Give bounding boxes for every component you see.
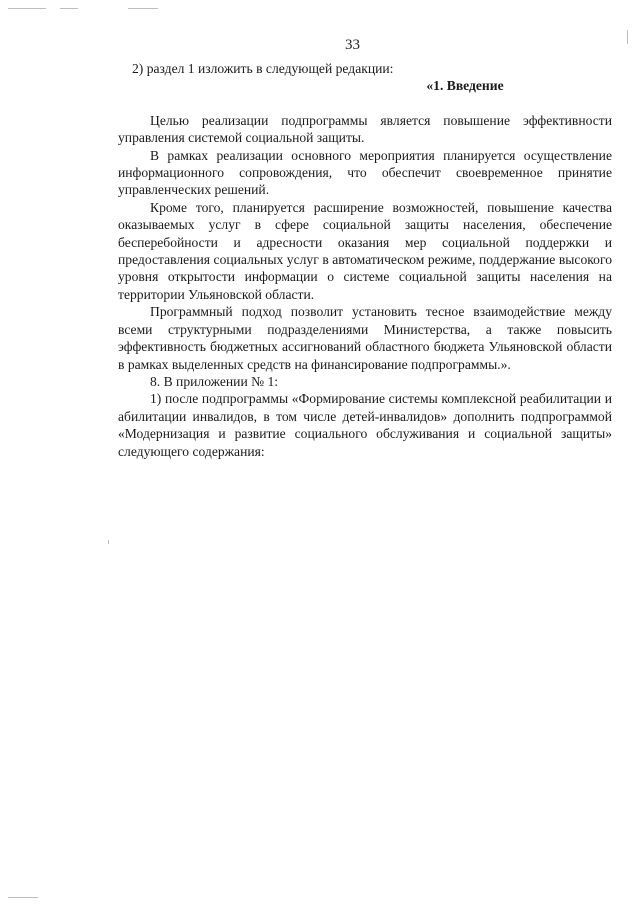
scan-speck	[8, 8, 46, 9]
paragraph-program-approach: Программный подход позволит установить тесное взаимодействие между всеми структурными подразделениями Министерства, а также повысить эффективность бюджетных ассигнований областного бюджета Ульяновской области в рамках выделенных средств на финансирование подпрограммы.».	[118, 304, 612, 372]
paragraph-amendment: 1) после подпрограммы «Формирование системы комплексной реабилитации и абилитации инвалидов, в том числе детей-инвалидов» дополнить подпрограммой «Модернизация и развитие социального обслуживания и социальной защиты» следующего содержания:	[118, 391, 612, 459]
scan-speck	[128, 8, 158, 9]
intro-line: 2) раздел 1 изложить в следующей редакции:	[132, 61, 394, 76]
scan-speck	[108, 540, 109, 544]
section-heading: «1. Введение	[426, 78, 504, 94]
document-body	[118, 60, 612, 460]
paragraph-expansion: Кроме того, планируется расширение возможностей, повышение качества оказываемых услуг в сфере социальной защиты населения, обеспечение бесперебойности и адресности оказания мер социальной поддержки и предоставления социальных услуг в автоматическом режиме, поддержание высокого уровня открытости информации о системе социальной защиты населения на территории Ульяновской области.	[118, 199, 612, 302]
paragraph-goal: Целью реализации подпрограммы является повышение эффективности управления системой социальной защиты.	[118, 112, 612, 146]
scan-speck	[60, 8, 78, 9]
paragraph-info-support: В рамках реализации основного мероприятия планируется осуществление информационного сопровождения, что обеспечит своевременное принятие управленческих решений.	[118, 147, 612, 198]
page-number: 33	[345, 37, 360, 53]
scan-speck	[8, 897, 38, 898]
paragraph-appendix: 8. В приложении № 1:	[150, 373, 279, 389]
